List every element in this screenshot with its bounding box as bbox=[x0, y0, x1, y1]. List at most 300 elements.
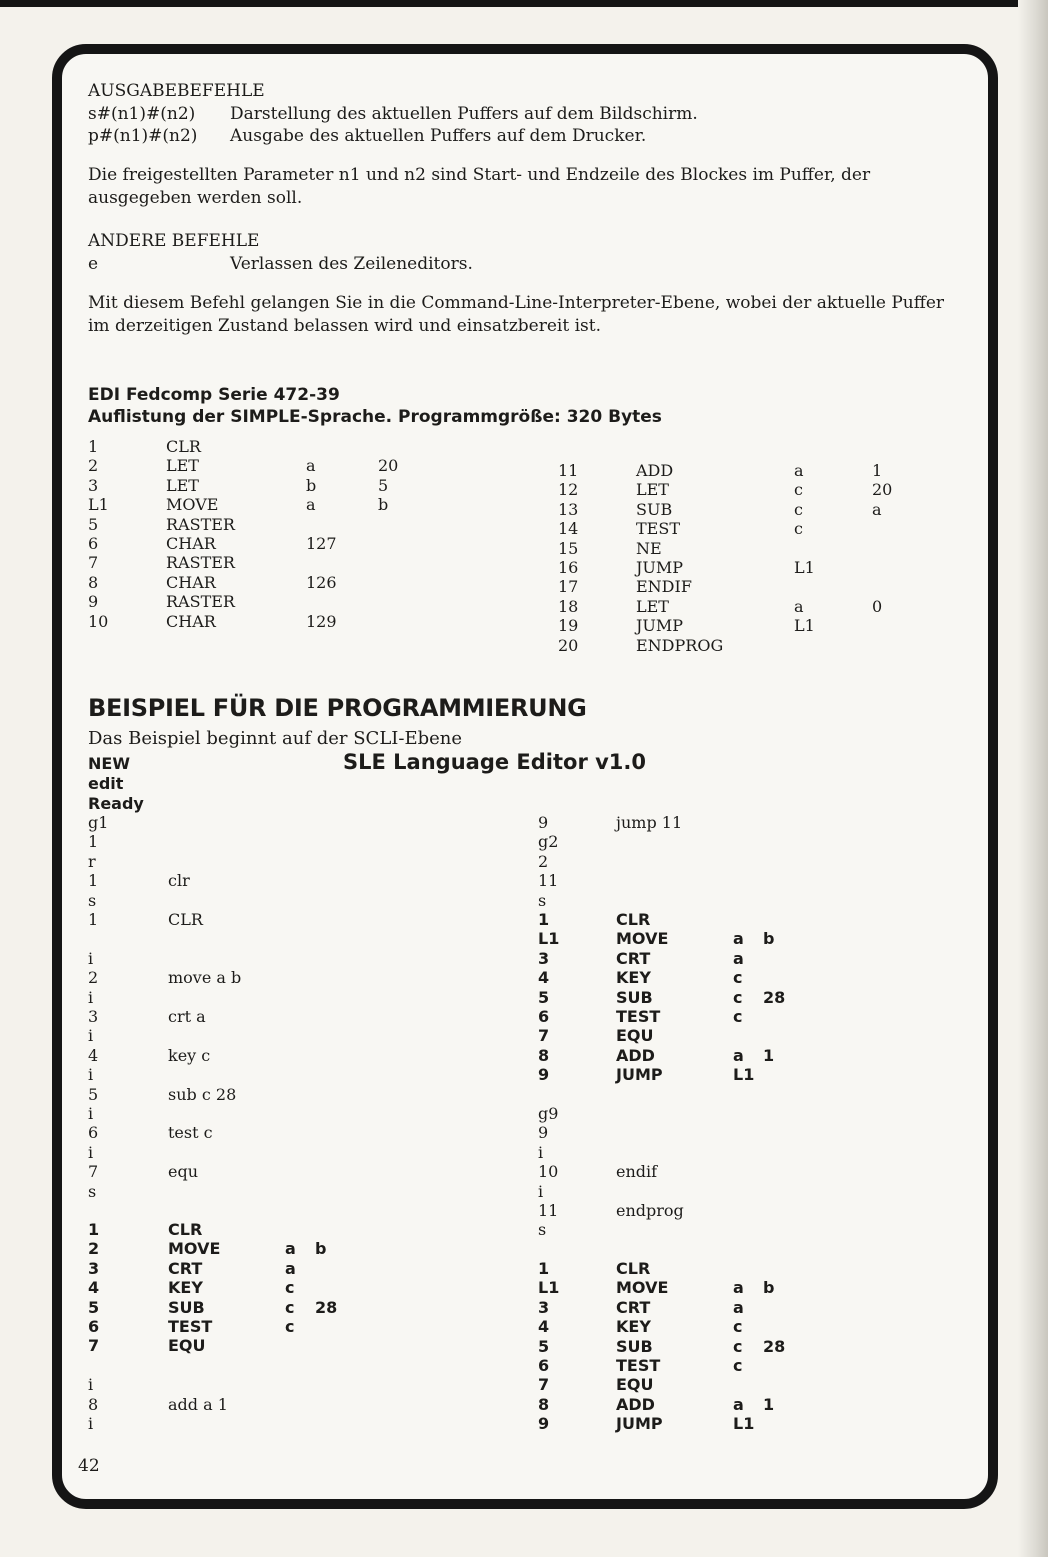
table-row bbox=[88, 1356, 368, 1375]
table-cell: MOVE bbox=[616, 1278, 669, 1298]
table-cell: 1 bbox=[88, 437, 99, 456]
table-cell: i bbox=[88, 948, 94, 968]
table-cell: RASTER bbox=[166, 553, 235, 573]
table-cell bbox=[763, 968, 803, 987]
table-cell: i bbox=[88, 1065, 94, 1085]
table-cell bbox=[88, 1356, 168, 1375]
table-cell: 1 bbox=[88, 910, 99, 930]
table-row bbox=[88, 1104, 368, 1123]
table-cell bbox=[763, 1317, 803, 1336]
table-cell bbox=[168, 988, 368, 1007]
table-cell bbox=[168, 813, 368, 832]
table-cell: c bbox=[733, 1317, 743, 1337]
table-cell bbox=[378, 515, 438, 534]
table-cell: 2 bbox=[538, 851, 549, 871]
table-cell: SUB bbox=[636, 499, 673, 519]
table-cell: 28 bbox=[315, 1297, 338, 1317]
table-row bbox=[558, 577, 932, 596]
table-cell: 7 bbox=[88, 1336, 100, 1356]
beispiel-heading: BEISPIEL FÜR DIE PROGRAMMIERUNG bbox=[88, 694, 587, 722]
table-row bbox=[88, 1317, 355, 1336]
table-cell bbox=[794, 636, 872, 655]
table-cell bbox=[872, 577, 932, 596]
table-cell: clr bbox=[168, 871, 190, 891]
table-row bbox=[88, 1182, 368, 1201]
table-row bbox=[88, 1278, 355, 1297]
command-s-description: Darstellung des aktuellen Puffers auf dem Bildschirm. bbox=[230, 104, 698, 124]
table-cell: 6 bbox=[88, 1317, 100, 1337]
table-cell bbox=[872, 539, 932, 558]
table-row bbox=[88, 891, 368, 910]
table-row bbox=[558, 636, 932, 655]
table-cell bbox=[763, 1259, 803, 1278]
table-cell: TEST bbox=[616, 1007, 661, 1027]
table-cell: ENDPROG bbox=[636, 635, 724, 655]
table-cell: key c bbox=[168, 1045, 211, 1065]
table-row bbox=[88, 1395, 368, 1414]
table-cell bbox=[168, 949, 368, 968]
table-cell bbox=[538, 1240, 616, 1259]
table-cell: 4 bbox=[88, 1045, 99, 1065]
table-row bbox=[538, 949, 803, 968]
table-cell: L1 bbox=[733, 1414, 755, 1434]
table-row bbox=[88, 1375, 368, 1394]
table-row bbox=[558, 519, 932, 538]
table-cell: i bbox=[88, 1414, 94, 1434]
table-cell: 8 bbox=[88, 1394, 99, 1414]
table-cell: a bbox=[733, 948, 744, 968]
table-cell bbox=[616, 1123, 816, 1142]
table-cell: CLR bbox=[168, 1220, 203, 1239]
ausgabe-paragraph: Die freigestellten Parameter n1 und n2 sind Start- und Endzeile des Blockes im Puffer, der ausgegeben werden soll. bbox=[88, 165, 871, 208]
table-cell: a bbox=[733, 1297, 744, 1317]
table-cell bbox=[616, 871, 816, 890]
table-cell: s bbox=[88, 890, 97, 910]
table-cell bbox=[763, 910, 803, 929]
table-cell: 11 bbox=[538, 871, 559, 891]
table-row bbox=[88, 1162, 368, 1181]
table-cell: c bbox=[794, 480, 803, 500]
table-cell: CHAR bbox=[166, 534, 216, 554]
table-cell: a bbox=[733, 929, 744, 949]
table-row bbox=[88, 1065, 368, 1084]
table-cell: LET bbox=[166, 456, 199, 476]
table-row bbox=[538, 1278, 803, 1297]
table-row bbox=[88, 949, 368, 968]
table-cell: a bbox=[306, 456, 316, 476]
table-cell: endif bbox=[616, 1162, 658, 1182]
table-cell bbox=[616, 1220, 816, 1239]
table-cell: 9 bbox=[538, 1065, 550, 1085]
table-cell: b bbox=[378, 495, 389, 515]
table-cell bbox=[794, 539, 872, 558]
table-row bbox=[88, 1336, 355, 1355]
table-cell: b bbox=[763, 929, 775, 949]
andere-paragraph: Mit diesem Befehl gelangen Sie in die Command-Line-Interpreter-Ebene, wobei der aktuelle Puffer im derzeitigen Zustand belassen wird und einsatzbereit ist. bbox=[88, 293, 945, 336]
table-cell: 3 bbox=[538, 948, 550, 968]
table-row bbox=[88, 929, 368, 948]
table-cell bbox=[733, 1259, 763, 1278]
table-row bbox=[558, 480, 932, 499]
table-cell: a bbox=[306, 495, 316, 515]
table-cell bbox=[315, 1278, 355, 1297]
table-row bbox=[88, 1085, 368, 1104]
table-cell: SUB bbox=[616, 987, 653, 1007]
table-cell: c bbox=[733, 1356, 743, 1376]
table-row bbox=[538, 1356, 803, 1375]
table-row bbox=[558, 461, 932, 480]
table-row bbox=[538, 988, 803, 1007]
table-cell: KEY bbox=[168, 1278, 203, 1298]
table-cell: 3 bbox=[88, 475, 99, 495]
command-p: p#(n1)#(n2) bbox=[88, 126, 198, 146]
table-cell bbox=[794, 577, 872, 596]
table-cell: 11 bbox=[558, 461, 579, 480]
table-cell: 5 bbox=[538, 1336, 550, 1356]
table-cell: CRT bbox=[616, 948, 651, 968]
table-row bbox=[538, 852, 816, 871]
table-row bbox=[88, 832, 368, 851]
page-gutter-shadow bbox=[1018, 0, 1048, 1557]
table-cell: RASTER bbox=[166, 514, 235, 534]
table-cell: 12 bbox=[558, 480, 579, 500]
table-cell: RASTER bbox=[166, 592, 235, 612]
table-cell bbox=[616, 1104, 816, 1123]
table-cell: 6 bbox=[538, 1356, 550, 1376]
listing-table-left bbox=[88, 437, 438, 631]
table-cell: 4 bbox=[538, 968, 550, 988]
table-cell: 18 bbox=[558, 596, 579, 616]
table-cell: L1 bbox=[538, 1278, 560, 1298]
table-cell: JUMP bbox=[616, 1414, 663, 1434]
table-cell bbox=[763, 1356, 803, 1375]
table-cell: s bbox=[538, 890, 547, 910]
top-edge-bar bbox=[0, 0, 1020, 7]
table-row bbox=[538, 1317, 803, 1336]
table-row bbox=[88, 592, 438, 611]
table-cell: c bbox=[794, 519, 803, 539]
table-cell: c bbox=[285, 1297, 295, 1317]
table-row bbox=[538, 813, 816, 832]
table-cell bbox=[168, 852, 368, 871]
table-cell: JUMP bbox=[636, 558, 684, 578]
table-cell: s bbox=[538, 1220, 547, 1240]
table-cell: 4 bbox=[538, 1317, 550, 1337]
table-cell: LET bbox=[636, 480, 669, 500]
table-cell: add a 1 bbox=[168, 1394, 228, 1414]
table-cell: 127 bbox=[306, 534, 337, 554]
table-cell: endprog bbox=[616, 1201, 684, 1221]
table-row bbox=[88, 553, 438, 572]
table-row bbox=[88, 1143, 368, 1162]
table-row bbox=[558, 597, 932, 616]
table-row bbox=[88, 1298, 355, 1317]
table-cell bbox=[872, 558, 932, 577]
page-number: 42 bbox=[78, 1456, 100, 1476]
table-cell: i bbox=[88, 1375, 94, 1395]
table-row bbox=[88, 534, 438, 553]
table-cell: L1 bbox=[538, 929, 560, 949]
table-cell: c bbox=[733, 1007, 743, 1027]
table-cell bbox=[168, 1143, 368, 1162]
table-row bbox=[538, 1026, 803, 1045]
table-cell: 28 bbox=[763, 987, 786, 1007]
table-cell: MOVE bbox=[616, 929, 669, 949]
table-cell: 1 bbox=[88, 1220, 100, 1239]
table-cell bbox=[168, 1065, 368, 1084]
table-cell: b bbox=[315, 1239, 327, 1259]
table-cell: 9 bbox=[538, 1414, 550, 1434]
table-cell bbox=[733, 1375, 763, 1394]
table-cell: 2 bbox=[88, 1239, 100, 1259]
table-cell bbox=[763, 1298, 803, 1317]
table-cell bbox=[616, 852, 816, 871]
command-e-description: Verlassen des Zeileneditors. bbox=[230, 254, 473, 274]
table-cell: 20 bbox=[378, 456, 399, 476]
table-cell: 9 bbox=[88, 592, 99, 612]
table-cell: 28 bbox=[763, 1336, 786, 1356]
table-cell: CHAR bbox=[166, 572, 216, 592]
table-cell bbox=[872, 636, 932, 655]
table-cell: 16 bbox=[558, 558, 579, 578]
table-row bbox=[538, 1220, 816, 1239]
table-cell bbox=[616, 832, 816, 851]
table-row bbox=[538, 832, 816, 851]
table-cell bbox=[872, 616, 932, 635]
table-row bbox=[88, 871, 368, 890]
table-row bbox=[558, 500, 932, 519]
table-cell bbox=[88, 929, 168, 948]
table-cell: 7 bbox=[88, 553, 99, 573]
table-cell: move a b bbox=[168, 968, 242, 988]
table-row bbox=[88, 1046, 368, 1065]
table-cell: CLR bbox=[168, 910, 203, 930]
table-cell: a bbox=[872, 499, 882, 519]
command-e: e bbox=[88, 254, 99, 274]
table-cell bbox=[733, 1026, 763, 1045]
right-listing-2 bbox=[538, 1259, 803, 1434]
table-cell: s bbox=[88, 1181, 97, 1201]
table-cell: 129 bbox=[306, 611, 337, 631]
table-row bbox=[538, 1259, 803, 1278]
table-cell: i bbox=[88, 1026, 94, 1046]
table-cell bbox=[306, 515, 378, 534]
table-cell: 7 bbox=[538, 1375, 550, 1395]
table-cell: 1 bbox=[538, 1259, 550, 1278]
table-cell bbox=[315, 1317, 355, 1336]
table-cell: EQU bbox=[168, 1336, 206, 1356]
listing-subtitle: Auflistung der SIMPLE-Sprache. Programmgröße: 320 Bytes bbox=[88, 407, 662, 427]
table-cell: MOVE bbox=[168, 1239, 221, 1259]
table-cell bbox=[315, 1336, 355, 1355]
table-cell: JUMP bbox=[616, 1065, 663, 1085]
table-cell: b bbox=[306, 475, 317, 495]
table-cell bbox=[168, 929, 368, 948]
table-cell: 6 bbox=[538, 1007, 550, 1027]
table-cell: TEST bbox=[636, 519, 680, 539]
table-cell: ADD bbox=[616, 1394, 655, 1414]
table-cell: 1 bbox=[763, 1394, 775, 1414]
table-cell: SUB bbox=[616, 1336, 653, 1356]
table-cell: ADD bbox=[636, 461, 674, 480]
table-row bbox=[88, 612, 438, 631]
table-row bbox=[88, 437, 438, 456]
table-row bbox=[538, 1337, 803, 1356]
table-row bbox=[88, 495, 438, 514]
table-cell: KEY bbox=[616, 968, 651, 988]
table-cell bbox=[315, 1259, 355, 1278]
table-cell: b bbox=[763, 1278, 775, 1298]
table-cell: 6 bbox=[88, 1123, 99, 1143]
table-cell: 8 bbox=[538, 1045, 550, 1065]
table-cell: 15 bbox=[558, 538, 579, 558]
table-cell: a bbox=[733, 1278, 744, 1298]
table-cell: crt a bbox=[168, 1007, 206, 1027]
table-cell: SUB bbox=[168, 1297, 205, 1317]
table-cell: 3 bbox=[88, 1258, 100, 1278]
table-cell: TEST bbox=[616, 1356, 661, 1376]
table-cell: 1 bbox=[88, 832, 99, 852]
table-row bbox=[88, 988, 368, 1007]
table-cell bbox=[168, 1356, 368, 1375]
table-cell bbox=[616, 1143, 816, 1162]
table-cell: 19 bbox=[558, 616, 579, 636]
table-cell: 14 bbox=[558, 519, 579, 539]
table-cell bbox=[168, 1375, 368, 1394]
table-cell: g2 bbox=[538, 832, 559, 852]
table-cell: 2 bbox=[88, 456, 99, 476]
table-row bbox=[538, 1143, 816, 1162]
table-cell: i bbox=[538, 1142, 544, 1162]
table-row bbox=[88, 1414, 368, 1433]
table-cell: 10 bbox=[538, 1162, 559, 1182]
table-cell: 1 bbox=[872, 461, 883, 480]
table-cell: L1 bbox=[794, 616, 815, 636]
table-row bbox=[88, 1220, 355, 1239]
table-row bbox=[88, 573, 438, 592]
table-cell: 5 bbox=[88, 1084, 99, 1104]
table-row bbox=[538, 968, 803, 987]
table-row bbox=[88, 1239, 355, 1258]
table-cell: 7 bbox=[88, 1162, 99, 1182]
andere-heading: ANDERE BEFEHLE bbox=[88, 231, 260, 251]
table-cell bbox=[315, 1220, 355, 1239]
table-cell: CRT bbox=[168, 1258, 203, 1278]
table-cell: 3 bbox=[88, 1007, 99, 1027]
table-row bbox=[538, 1375, 803, 1394]
table-cell: NE bbox=[636, 538, 662, 558]
table-row bbox=[538, 1240, 816, 1259]
table-cell bbox=[378, 553, 438, 572]
table-cell: i bbox=[88, 1104, 94, 1124]
table-cell: i bbox=[88, 1142, 94, 1162]
table-row bbox=[88, 1123, 368, 1142]
table-row bbox=[538, 891, 816, 910]
table-cell: L1 bbox=[733, 1065, 755, 1085]
table-cell: 11 bbox=[538, 1201, 559, 1221]
table-cell bbox=[872, 519, 932, 538]
table-cell: TEST bbox=[168, 1317, 213, 1337]
table-row bbox=[538, 1395, 803, 1414]
table-cell: 5 bbox=[378, 475, 389, 495]
table-cell: 13 bbox=[558, 499, 579, 519]
table-row bbox=[538, 1162, 816, 1181]
table-row bbox=[88, 476, 438, 495]
right-listing-1 bbox=[538, 910, 803, 1085]
table-cell: equ bbox=[168, 1162, 199, 1182]
table-row bbox=[88, 852, 368, 871]
table-cell: c bbox=[733, 1336, 743, 1356]
beispiel-intro: Das Beispiel beginnt auf der SCLI-Ebene bbox=[88, 728, 463, 749]
table-cell: a bbox=[733, 1045, 744, 1065]
table-cell: 4 bbox=[88, 1278, 100, 1298]
table-cell: a bbox=[285, 1239, 296, 1259]
table-cell: CHAR bbox=[166, 611, 216, 631]
left-tail-table bbox=[88, 1356, 368, 1434]
session-ready: Ready bbox=[88, 794, 144, 813]
table-cell bbox=[168, 1414, 368, 1433]
table-cell bbox=[616, 1182, 816, 1201]
table-cell: ADD bbox=[616, 1045, 655, 1065]
table-cell: L1 bbox=[794, 558, 815, 578]
table-row bbox=[538, 1123, 816, 1142]
table-row bbox=[558, 558, 932, 577]
table-cell bbox=[763, 1375, 803, 1394]
table-row bbox=[538, 1298, 803, 1317]
listing-table-right bbox=[558, 461, 932, 655]
table-cell: EQU bbox=[616, 1375, 654, 1395]
table-cell bbox=[378, 612, 438, 631]
table-row bbox=[88, 515, 438, 534]
table-cell: c bbox=[733, 968, 743, 988]
table-row bbox=[538, 1007, 803, 1026]
table-cell: JUMP bbox=[636, 616, 684, 636]
table-row bbox=[538, 1201, 816, 1220]
table-cell: 20 bbox=[872, 480, 893, 500]
table-cell bbox=[763, 949, 803, 968]
table-row bbox=[538, 1104, 816, 1123]
table-cell: EQU bbox=[616, 1026, 654, 1046]
table-cell: 8 bbox=[538, 1394, 550, 1414]
table-cell: 8 bbox=[88, 572, 99, 592]
table-cell: 1 bbox=[88, 871, 99, 891]
table-cell: 126 bbox=[306, 572, 337, 592]
table-cell: LET bbox=[636, 596, 669, 616]
table-cell: ENDIF bbox=[636, 577, 692, 597]
session-new: NEW bbox=[88, 754, 130, 773]
table-row bbox=[88, 813, 368, 832]
table-cell: L1 bbox=[88, 495, 109, 515]
command-s: s#(n1)#(n2) bbox=[88, 104, 196, 124]
table-cell: 5 bbox=[538, 987, 550, 1007]
left-session-table bbox=[88, 813, 368, 1201]
table-cell: 2 bbox=[88, 968, 99, 988]
table-cell bbox=[763, 1007, 803, 1026]
table-cell: CRT bbox=[616, 1297, 651, 1317]
table-row bbox=[88, 1259, 355, 1278]
listing-title: EDI Fedcomp Serie 472-39 bbox=[88, 385, 340, 405]
command-p-description: Ausgabe des aktuellen Puffers auf dem Drucker. bbox=[230, 126, 647, 146]
table-cell: r bbox=[88, 851, 96, 871]
table-cell bbox=[306, 437, 378, 456]
table-cell: c bbox=[733, 987, 743, 1007]
table-cell: CLR bbox=[166, 437, 201, 456]
table-cell: 10 bbox=[88, 611, 109, 631]
table-cell: 20 bbox=[558, 635, 579, 655]
table-cell bbox=[378, 437, 438, 456]
table-cell: 17 bbox=[558, 577, 579, 597]
table-cell bbox=[285, 1220, 315, 1239]
